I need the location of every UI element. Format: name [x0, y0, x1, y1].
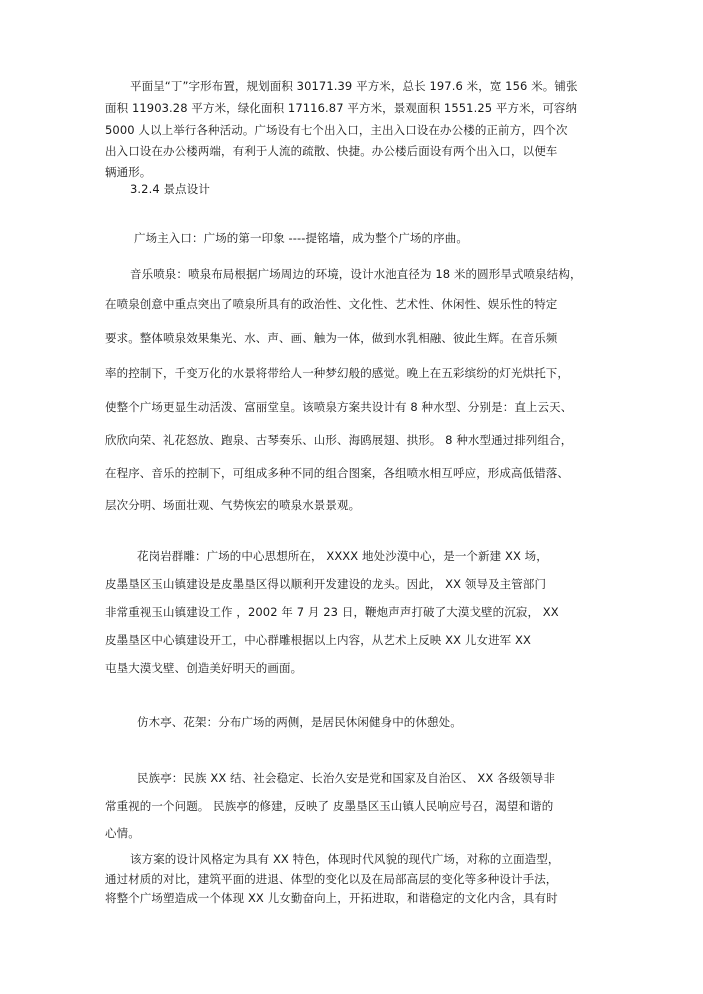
fountain-line-3: 要求。整体喷泉效果集光、水、声、画、触为一体，做到水乳相融、彼此生辉。在音乐频: [105, 331, 558, 345]
section-heading: 3.2.4 景点设计: [130, 182, 210, 196]
ethnic-pavilion-line-3: 心情。: [105, 826, 140, 840]
intro-line-3: 5000 人以上举行各种活动。广场设有七个出入口，主出入口设在办公楼的正前方，四个次: [105, 123, 568, 137]
intro-line-2: 面积 11903.28 平方米，绿化面积 17116.87 平方米，景观面积 1551.25 平方米，可容纳: [105, 101, 578, 115]
sculpture-line-2: 皮墨垦区玉山镇建设是皮墨垦区得以顺利开发建设的龙头。因此， XX 领导及主管部门: [105, 577, 547, 591]
sculpture-line-4: 皮墨垦区中心镇建设开工，中心群雕根据以上内容，从艺术上反映 XX 儿女进军 XX: [105, 633, 531, 647]
fountain-line-1: 音乐喷泉：喷泉布局根据广场周边的环境，设计水池直径为 18 米的圆形旱式喷泉结构，: [130, 267, 582, 281]
fountain-line-4: 率的控制下，千变万化的水景将带给人一种梦幻般的感觉。晚上在五彩缤纷的灯光烘托下，: [105, 366, 569, 380]
fountain-line-2: 在喷泉创意中重点突出了喷泉所具有的政治性、文化性、艺术性、休闲性、娱乐性的特定: [105, 297, 558, 311]
pavilion-paragraph: 仿木亭、花架：分布广场的两侧，是居民休闲健身中的休憩处。: [137, 715, 462, 729]
main-entrance-paragraph: 广场主入口：广场的第一印象 ----提铭墙，成为整个广场的序曲。: [134, 231, 468, 245]
fountain-line-7: 在程序、音乐的控制下，可组成多种不同的组合图案，各组喷水相互呼应，形成高低错落、: [105, 466, 569, 480]
intro-line-1: 平面呈“丁”字形布置，规划面积 30171.39 平方米，总长 197.6 米，宽 156 米。铺张: [130, 79, 578, 93]
sculpture-line-1: 花岗岩群雕：广场的中心思想所在， XXXX 地处沙漠中心，是一个新建 XX 场，: [137, 549, 548, 563]
fountain-line-8: 层次分明、场面壮观、气势恢宏的喷泉水景景观。: [105, 498, 361, 512]
fountain-line-5: 使整个广场更显生动活泼、富丽堂皇。该喷泉方案共设计有 8 种水型、分别是：直上云天、: [105, 400, 573, 414]
style-line-2: 通过材质的对比，建筑平面的进退、体型的变化以及在局部高层的变化等多种设计手法，: [105, 872, 558, 886]
sculpture-line-3: 非常重视玉山镇建设工作 ，2002 年 7 月 23 日，鞭炮声声打破了大漠戈壁的沉寂， XX: [105, 605, 559, 619]
ethnic-pavilion-line-1: 民族亭：民族 XX 结、社会稳定、长治久安是党和国家及自治区、 XX 各级领导非: [137, 771, 556, 785]
style-line-1: 该方案的设计风格定为具有 XX 特色，体现时代风貌的现代广场，对称的立面造型，: [130, 852, 560, 866]
intro-line-4: 出入口设在办公楼两端，有利于人流的疏散、快捷。办公楼后面设有两个出入口，以便车: [105, 144, 558, 158]
style-line-3: 将整个广场塑造成一个体现 XX 儿女勤奋向上，开拓进取，和谐稳定的文化内含，具有时: [105, 891, 558, 905]
fountain-line-6: 欣欣向荣、礼花怒放、跑泉、古琴奏乐、山形、海鸥展翅、拱形。 8 种水型通过排列组合，: [105, 433, 573, 447]
ethnic-pavilion-line-2: 常重视的一个问题。 民族亭的修建，反映了 皮墨垦区玉山镇人民响应号召，渴望和谐的: [105, 799, 554, 813]
sculpture-line-5: 屯垦大漠戈壁、创造美好明天的画面。: [105, 661, 303, 675]
intro-line-5: 辆通形。: [105, 165, 152, 179]
